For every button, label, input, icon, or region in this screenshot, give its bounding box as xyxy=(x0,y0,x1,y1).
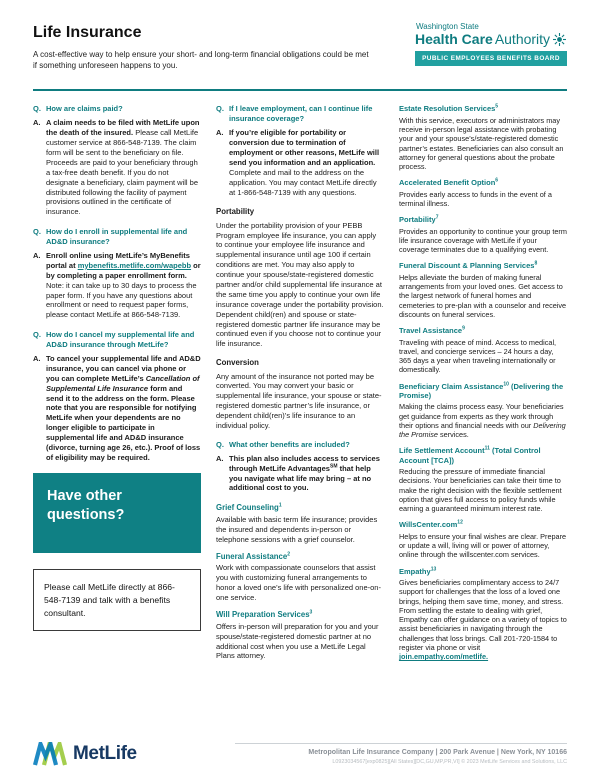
footer xyxy=(33,742,567,766)
answer-text xyxy=(46,354,201,463)
divider-rule xyxy=(33,89,567,91)
footnote-sup: 10 xyxy=(503,381,509,388)
service-title: Grief Counseling$^1$ xyxy=(216,502,282,513)
service-title-parenthetical: (Total Control Account [TCA]) xyxy=(399,446,541,465)
form-name-italic: Cancellation of Supplemental Life Insurance xyxy=(46,373,200,393)
answer-text xyxy=(229,128,384,197)
delivering-promise-italic: Delivering the Promise xyxy=(399,420,566,440)
service-grief-counseling xyxy=(216,503,384,544)
answer-text xyxy=(46,118,201,217)
answer-rest: Note: it can take up to 30 days to process the paper form. If you have any questions about enrollment or need to request paper forms, please contact MetLife at 866-548-7139. xyxy=(46,280,197,320)
column-3 xyxy=(399,104,567,668)
answer-claims xyxy=(33,118,201,217)
service-description: Making the claims process easy. Your beneficiaries get guidance from experts as they work through their options and financial needs with our Delivering the Promise services. xyxy=(399,402,566,440)
service-description: Helps to ensure your final wishes are clear. Prepare or update a will, living will or power of attorney, online through the willscenter.com services. xyxy=(399,531,567,560)
hca-state-label: Washington State xyxy=(416,22,479,31)
hca-name-bold: Health Care xyxy=(415,31,493,47)
footnote-sup: 12 xyxy=(457,519,463,526)
footnote-sup: 6 xyxy=(495,177,499,184)
service-estate-resolution xyxy=(399,104,567,171)
service-title: Accelerated Benefit Option$^6$ xyxy=(399,177,499,188)
qa-other-benefits xyxy=(216,440,384,493)
conversion-body: Any amount of the insurance not ported may be converted. You may convert your basic or supplemental life insurance, your spouse or state-registered domestic partner’s life insurance, or dependent child(ren)’s life insurance to an individual policy. xyxy=(216,371,382,430)
answer-rest: Please call MetLife customer service at 866-548-7139. The claim form will be sent to the beneficiary on file. Proceeds are paid to your beneficiary through a tax-free death benefit. If you do not designate a beneficiary, claim payment will be distributed following the facility of payment provisions outlined in the certificate of insurance. xyxy=(46,128,199,217)
empathy-link[interactable]: join.empathy.com/metlife. xyxy=(399,652,489,662)
metlife-wordmark: MetLife xyxy=(73,743,137,764)
service-description: Helps alleviate the burden of making funeral arrangements from your loved ones. Get access to the largest network of funeral homes and cemeteries to pre-plan with a counselor and receive discounts on funeral services. xyxy=(399,272,567,319)
answer-cancel xyxy=(33,354,201,463)
page-subtitle: A cost-effective way to help ensure your short- and long-term financial obligations could be met if something unforeseen happens to you. xyxy=(33,50,369,71)
answer-enroll xyxy=(33,251,201,320)
pebb-banner: PUBLIC EMPLOYEES BENEFITS BOARD xyxy=(415,51,567,66)
sunburst-icon xyxy=(553,33,566,46)
a-label: A. xyxy=(216,453,224,463)
service-description: Provides an opportunity to continue your group term life insurance coverage with MetLife if your coverage terminates due to a qualifying event. xyxy=(399,226,567,255)
footnote-sup: 5 xyxy=(495,103,499,110)
footnote-sup: 1 xyxy=(278,502,282,509)
answer-text xyxy=(46,251,201,320)
service-life-settlement xyxy=(399,446,567,513)
q-label: Q. xyxy=(33,104,41,114)
question-text: What other benefits are included? xyxy=(229,439,350,449)
footnote-sup: 11 xyxy=(484,445,490,452)
q-label: Q. xyxy=(33,330,41,340)
content-columns xyxy=(33,104,567,668)
answer-other xyxy=(216,454,384,494)
question-text: If I leave employment, can I continue life insurance coverage? xyxy=(229,104,373,124)
service-description: With this service, executors or administrators may receive in-person legal assistance with probating your and your spouse’s/state-registered domestic partner’s estates. Beneficiaries can also consult an attorney for general questions about the probate process. xyxy=(399,115,564,172)
service-accelerated-benefit xyxy=(399,178,567,208)
service-title: Will Preparation Services$^3$ xyxy=(216,609,313,620)
service-title: Life Settlement Account$^{11}$ (Total Control Account [TCA]) xyxy=(399,445,541,465)
service-description: Available with basic term life insurance; provides the insured and dependents in-person or telephone sessions with a grief counselor. xyxy=(216,515,378,544)
have-questions-box: Have other questions? xyxy=(33,473,201,553)
call-metlife-box: Please call MetLife directly at 866-548-7139 and talk with a benefits consultant. xyxy=(33,569,201,632)
page-title: Life Insurance xyxy=(33,24,142,41)
legal-disclaimer: L0923034567[exp0825][All States][DC,GU,MP,PR,VI] © 2023 MetLife Services and Solutions, LLC xyxy=(332,759,567,765)
answer-bold: A claim needs to be filed with MetLife upon the death of the insured. xyxy=(46,118,200,138)
qa-leave-employment xyxy=(216,104,384,197)
metlife-logo xyxy=(33,742,137,766)
service-title: WillsCenter.com$^{12}$ xyxy=(399,519,463,530)
answer-bold: If you’re eligible for portability or conversion due to termination of employment or other reasons, MetLife will send you information and an application. xyxy=(229,128,380,167)
question-cancel xyxy=(33,330,201,350)
service-title: Beneficiary Claim Assistance$^{10}$ (Delivering the Promise) xyxy=(399,381,564,400)
service-will-preparation xyxy=(216,610,384,661)
portability-heading: Portability xyxy=(216,207,255,217)
service-title: Estate Resolution Services$^5$ xyxy=(399,103,499,114)
service-description: Traveling with peace of mind. Access to medical, travel, and concierge services – 24 hours a day, 365 days a year when traveling internationally or domestically. xyxy=(399,337,557,375)
service-title-parenthetical: (Delivering the Promise) xyxy=(399,381,564,400)
a-label: A. xyxy=(33,353,41,363)
footnote-sup: 9 xyxy=(462,325,465,332)
footnote-sup: 2 xyxy=(287,551,290,558)
answer-leave xyxy=(216,128,384,197)
answer-bold: Enroll online using MetLife’s MyBenefits portal at xyxy=(46,250,190,270)
question-leave xyxy=(216,104,384,124)
service-funeral-discount xyxy=(399,261,567,319)
question-other xyxy=(216,440,384,450)
answer-rest: Complete and mail to the address on the application. You may contact MetLife directly at 1-866-548-7139 with any questions. xyxy=(229,167,377,197)
service-funeral-assistance xyxy=(216,552,384,603)
q-label: Q. xyxy=(216,104,224,114)
mybenefits-link[interactable]: mybenefits.metlife.com/wapebb xyxy=(77,260,192,270)
question-text: How do I cancel my supplemental life and AD&D insurance through MetLife? xyxy=(46,330,195,350)
answer-bold: form and send it to the address on the form. Please note that you are responsible for notifying MetLife when your dependents are no longer eligible to participate in supplemental life and AD&D insurance (divorce, turning age 26, etc.). Proof of loss of eligibility may be required. xyxy=(46,383,201,462)
footnote-sup: 7 xyxy=(435,214,439,221)
conversion-heading: Conversion xyxy=(216,358,259,368)
a-label: A. xyxy=(33,250,41,260)
answer-bold: or by completing a paper enrollment form. xyxy=(46,260,201,280)
service-title: Empathy$^{13}$ xyxy=(399,566,437,576)
qa-enroll xyxy=(33,227,201,320)
question-text: How do I enroll in supplemental life and AD&D insurance? xyxy=(46,227,188,247)
footnote-sup: 8 xyxy=(534,260,538,267)
service-description: Work with compassionate counselors that assist you with customizing funeral arrangements to honor a loved one’s life with personalized one-on-one service. xyxy=(216,563,381,603)
company-address: Metropolitan Life Insurance Company | 200 Park Avenue | New York, NY 10166 xyxy=(308,749,567,756)
footer-legal-block xyxy=(235,743,567,765)
question-enroll xyxy=(33,227,201,247)
service-beneficiary-claim xyxy=(399,382,567,440)
answer-bold: To cancel your supplemental life and AD&D insurance, you can cancel via phone or you can complete MetLife’s xyxy=(46,353,201,383)
service-title: Funeral Assistance$^2$ xyxy=(216,551,290,561)
a-label: A. xyxy=(33,118,41,128)
answer-text xyxy=(229,454,384,494)
q-label: Q. xyxy=(33,227,41,237)
service-portability xyxy=(399,215,567,254)
service-empathy xyxy=(399,567,567,662)
service-title: Funeral Discount & Planning Services$^8$ xyxy=(399,260,538,271)
service-description: Provides early access to funds in the event of a terminal illness. xyxy=(399,189,552,208)
title-block xyxy=(33,24,373,79)
hca-logo xyxy=(415,22,567,66)
footnote-sup: 13 xyxy=(430,566,437,573)
question-claims xyxy=(33,104,201,114)
service-description: Offers in-person will preparation for you and your spouse/state-registered domestic partner at no additional cost when you use a MetLife Legal Plans attorney. xyxy=(216,621,379,661)
service-title: Travel Assistance$^9$ xyxy=(399,325,465,336)
service-description: Gives beneficiaries complimentary access to 24/7 support for challenges that the loss of a loved one brings, helping them save time, money, and stress. From settling the estate to dealing with grief, Empathy can offer guidance on a variety of topics to assist beneficiaries in navigating through the challenges that loss brings. Call 201-720-1584 to register via phone or visit join.empathy.com/metlife. xyxy=(399,578,567,662)
header xyxy=(33,24,567,79)
qa-cancel xyxy=(33,330,201,463)
answer-bold: This plan also includes access to services through MetLife Advantages℠ that help you navigate what life may bring – at no additional cost to you. xyxy=(229,453,380,493)
column-2 xyxy=(216,104,384,668)
q-label: Q. xyxy=(216,439,224,449)
service-mark: SM xyxy=(329,463,338,470)
service-description: Reducing the pressure of immediate financial decisions. Your beneficiaries can take their time to make the right decision with the flexible settlement option that gives full access to policy funds while earning a guaranteed minimum interest rate. xyxy=(399,467,562,514)
service-willscenter xyxy=(399,520,567,559)
service-travel-assistance xyxy=(399,326,567,374)
service-title: Portability$^7$ xyxy=(399,214,439,225)
portability-body: Under the portability provision of your PEBB Program employee life insurance, you can apply to continue your employee life insurance and supplemental insurance until age 100 if certain conditions are met. You may also apply to continue your spouse/state-registered domestic partner and/or child supplemental life insurance at the same time you apply to continue your own life insurance coverage under the portability provision. Dependent child(ren) and spouse or state-registered domestic partner life insurance may be continued even if you choose not to continue your life insurance. xyxy=(216,220,384,349)
a-label: A. xyxy=(216,128,224,138)
footnote-sup: 3 xyxy=(309,609,313,616)
metlife-m-icon xyxy=(33,742,67,766)
hca-name-light: Authority xyxy=(494,31,551,47)
hca-name xyxy=(415,32,567,47)
qa-claims xyxy=(33,104,201,217)
question-text: How are claims paid? xyxy=(46,104,123,114)
column-1 xyxy=(33,104,201,668)
